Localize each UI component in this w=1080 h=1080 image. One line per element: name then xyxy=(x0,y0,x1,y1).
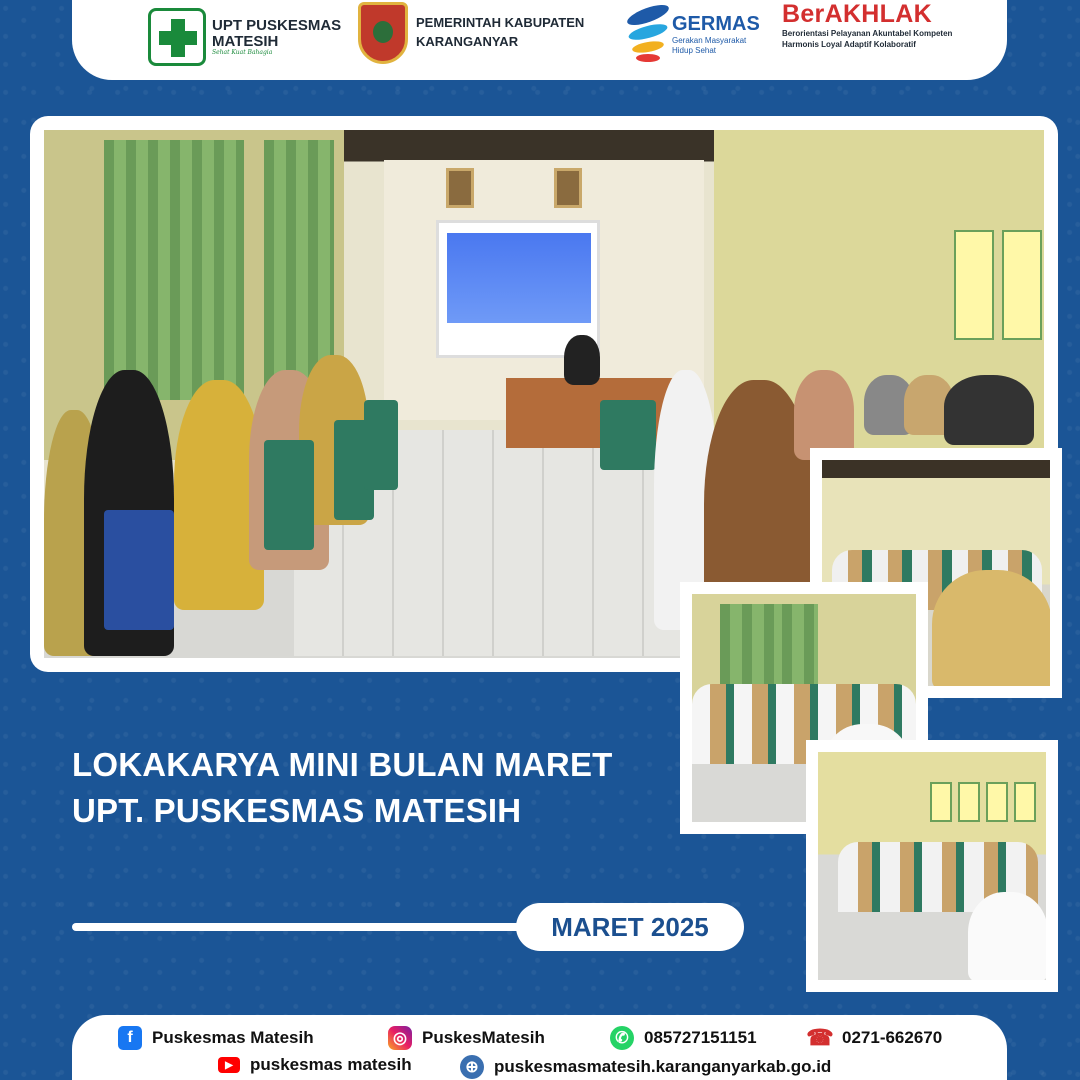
germas-title: GERMAS xyxy=(672,12,760,35)
germas-logo xyxy=(620,2,760,66)
berakhlak-logo xyxy=(782,0,952,51)
event-title-line2: UPT. PUSKESMAS MATESIH xyxy=(72,792,522,830)
whatsapp-label: 085727151151 xyxy=(644,1028,757,1047)
facebook-icon: f xyxy=(118,1026,142,1050)
phone-contact[interactable] xyxy=(808,1026,942,1050)
whatsapp-contact[interactable] xyxy=(610,1026,757,1050)
upt-tagline: Sehat Kuat Bahagia xyxy=(212,48,273,56)
berakhlak-sub1: Berorientasi Pelayanan Akuntabel Kompeten xyxy=(782,29,953,38)
event-title-line1: LOKAKARYA MINI BULAN MARET xyxy=(72,746,613,783)
contact-footer xyxy=(72,1015,1007,1080)
event-title xyxy=(72,742,613,834)
pemkab-line1: PEMERINTAH KABUPATEN xyxy=(416,15,585,31)
germas-sub2: Hidup Sehat xyxy=(672,45,717,55)
phone-label: 0271-662670 xyxy=(842,1028,943,1047)
youtube-contact[interactable] xyxy=(218,1055,412,1075)
whatsapp-icon: ✆ xyxy=(610,1026,634,1050)
karanganyar-crest-icon xyxy=(358,2,408,64)
facebook-contact[interactable] xyxy=(118,1026,314,1050)
youtube-icon: ▶ xyxy=(218,1057,240,1073)
youtube-label: puskesmas matesih xyxy=(250,1055,412,1074)
upt-puskesmas-logo xyxy=(148,8,341,66)
berakhlak-sub2: Harmonis Loyal Adaptif Kolaboratif xyxy=(782,39,916,49)
phone-icon: ☎ xyxy=(806,1025,834,1050)
pemkab-logo xyxy=(358,2,584,64)
instagram-contact[interactable] xyxy=(388,1026,545,1050)
upt-name-line1: UPT PUSKESMAS xyxy=(212,17,342,35)
germas-sub1: Gerakan Masyarakat xyxy=(672,35,747,45)
website-contact[interactable] xyxy=(460,1055,831,1079)
divider-line xyxy=(72,923,592,931)
pemkab-line2: KARANGANYAR xyxy=(416,34,519,49)
facebook-label: Puskesmas Matesih xyxy=(152,1028,314,1047)
instagram-icon: ◎ xyxy=(388,1026,412,1050)
instagram-label: PuskesMatesih xyxy=(422,1028,545,1047)
upt-name-line2: MATESIH xyxy=(212,32,279,50)
event-date-badge: MARET 2025 xyxy=(516,903,744,951)
header-bar xyxy=(72,0,1007,80)
website-label: puskesmasmatesih.karanganyarkab.go.id xyxy=(494,1057,832,1076)
germas-swoosh-icon xyxy=(620,2,672,66)
health-cross-icon xyxy=(148,8,206,66)
globe-icon: ⊕ xyxy=(460,1055,484,1079)
collage-photo-3 xyxy=(806,740,1058,992)
berakhlak-title: BerAKHLAK xyxy=(782,0,932,28)
